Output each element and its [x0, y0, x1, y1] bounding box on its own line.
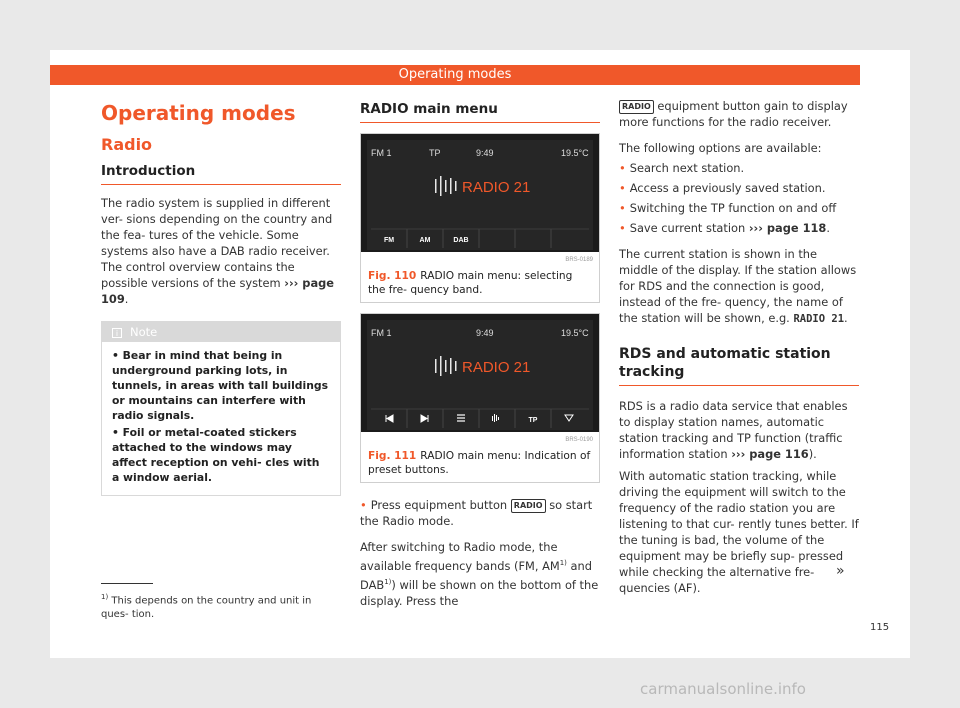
subtitle: Radio [101, 135, 153, 154]
station-example: RADIO 21 [793, 313, 845, 325]
time-label: 9:49 [476, 148, 494, 158]
section-heading-introduction: Introduction [101, 162, 341, 185]
temp-label: 19.5°C [561, 148, 589, 158]
figure-110 [360, 133, 600, 303]
figure-111 [360, 313, 600, 483]
footnote: $^{1)}$ This depends on the country and unit in ques- tion. [101, 593, 312, 621]
option-item: • Access a previously saved station. [619, 181, 826, 195]
section-heading-radio-main-menu: RADIO main menu [360, 100, 600, 123]
continue-mark: » [836, 563, 845, 579]
figure-code: BRS-0189 [565, 257, 593, 263]
figure-caption: Fig. 111 RADIO main menu: Indication of preset buttons. [368, 450, 591, 476]
radio-screen-image-2 [361, 314, 599, 444]
radio-button-icon: RADIO [619, 100, 654, 114]
rds-paragraph: RDS is a radio data service that enables to display station names, automatic station tracking and TP function (traffic information station ››› page 116). [619, 399, 848, 461]
tp-button: TP [528, 417, 538, 424]
tracking-paragraph: With automatic station tracking, while driving the equipment will switch to the frequency of the radio station you are listening to that cur- rently tunes better. If the tuning is bad, the volume of the equipment may be briefly sup- pressed while checking the alternative fre- quencies (AF). [619, 469, 859, 595]
bands-paragraph: After switching to Radio mode, the available frequency bands (FM, AM$^{1)}$ and DAB$^{1)}$) will be shown on the bottom of the display. Press the [360, 540, 599, 608]
footnote-divider [101, 583, 153, 584]
info-icon: i [112, 328, 122, 338]
column-middle [360, 100, 600, 609]
chapter-header-band: Operating modes [50, 65, 860, 85]
section-heading-rds: RDS and automatic station tracking [619, 345, 859, 386]
figure-caption: Fig. 110 RADIO main menu: selecting the fre- quency band. [368, 270, 573, 296]
figure-code: BRS-0190 [565, 437, 593, 443]
column-right [619, 98, 859, 596]
option-item: • Save current station ››› page 118. [619, 221, 830, 235]
note-box [101, 321, 341, 496]
note-item: • Foil or metal-coated stickers attached to the windows may affect reception on vehi- cles with a window aerial. [112, 426, 320, 484]
dab-button: DAB [453, 237, 469, 244]
display-paragraph: The current station is shown in the middle of the display. If the station allows for RDS and the connection is good, instead of the fre- quency, the name of the station will be shown, e.g. RADIO 21. [619, 247, 857, 325]
instruction-bullet: • Press equipment button RADIO so start the Radio mode. [360, 498, 593, 528]
page-link[interactable]: ››› page 118 [748, 221, 827, 235]
band-label: FM 1 [371, 148, 392, 158]
band-label: FM 1 [371, 328, 392, 338]
intro-paragraph: The radio system is supplied in different ver- sions depending on the country and the fea- tures of the vehicle. Some systems also have a DAB radio receiver. The control overview contains the possible versions of the system ››› page 109. [101, 196, 335, 306]
radio-button-icon: RADIO [511, 499, 546, 513]
column-left [101, 100, 341, 496]
watermark: carmanualsonline.info [640, 680, 806, 698]
tp-label: TP [429, 148, 441, 158]
radio-screen-image-1 [361, 134, 599, 264]
station-name: RADIO 21 [462, 359, 531, 376]
am-button: AM [419, 237, 431, 244]
note-item: • Bear in mind that being in underground parking lots, in tunnels, in areas with tall buildings or mountains can interfere with radio signals. [112, 349, 329, 422]
functions-paragraph: RADIO equipment button gain to display more functions for the radio receiver. [619, 99, 848, 129]
station-name: RADIO 21 [462, 179, 531, 196]
temp-label: 19.5°C [561, 328, 589, 338]
page-title: Operating modes [101, 101, 296, 125]
page-link[interactable]: ››› page 109 [101, 276, 335, 306]
fm-button: FM [383, 237, 395, 244]
page-link[interactable]: ››› page 116 [731, 447, 809, 461]
option-item: • Search next station. [619, 161, 745, 175]
note-header: i Note [102, 322, 340, 342]
page-number: 115 [870, 622, 890, 633]
options-intro: The following options are available: [619, 141, 822, 155]
time-label: 9:49 [476, 328, 494, 338]
option-item: • Switching the TP function on and off [619, 201, 837, 215]
